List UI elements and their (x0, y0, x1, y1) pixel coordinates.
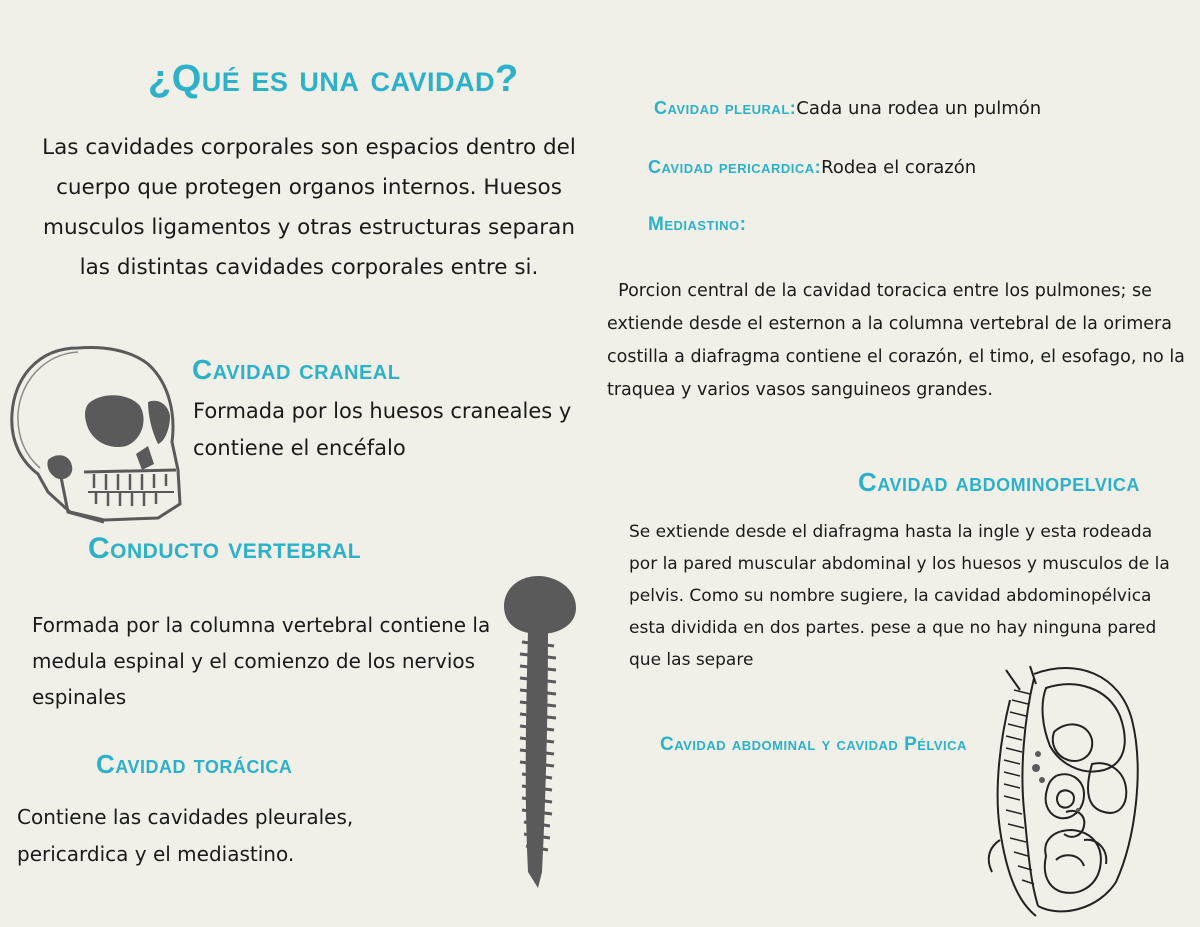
mediastino-body: Porcion central de la cavidad toracica entre los pulmones; se extiende desde el esternon a la columna vertebral de la orimera costilla a diafragma contiene el corazón, el timo, el esofago, no la traquea y varios vasos sanguineos grandes. (607, 281, 1191, 400)
pleural-title: Cavidad pleural: (654, 98, 797, 118)
abdominopelvica-title: Cavidad abdominopelvica (858, 467, 1140, 497)
pericardica-line (648, 155, 976, 180)
craneal-body: Formada por los huesos craneales y contiene el encéfalo (193, 399, 572, 460)
spinal-cord-icon (498, 572, 582, 892)
skull-icon (8, 342, 183, 527)
vertebral-title: Conducto vertebral (88, 532, 362, 565)
toracica-body: Contiene las cavidades pleurales, pericardica y el mediastino. (17, 805, 354, 866)
vertebral-body: Formada por la columna vertebral contiene la medula espinal y el comienzo de los nervios espinales (32, 613, 491, 709)
toracica-title: Cavidad torácica (96, 749, 293, 779)
craneal-title: Cavidad craneal (192, 354, 401, 385)
pleural-body: Cada una rodea un pulmón (796, 98, 1042, 119)
intro-text: Las cavidades corporales son espacios dentro del cuerpo que protegen organos internos. Huesos musculos ligamentos y otras estructuras separan las distintas cavidades corporales entre si. (42, 135, 576, 280)
abdominal-pelvica-title: Cavidad abdominal y cavidad Pélvica (660, 734, 967, 755)
pericardica-body: Rodea el corazón (821, 157, 977, 178)
abdominal-cross-section-icon (980, 660, 1144, 922)
mediastino-title: Mediastino: (648, 214, 747, 235)
pericardica-title: Cavidad pericardica: (648, 157, 822, 177)
pleural-line (654, 96, 1041, 121)
abdominopelvica-body: Se extiende desde el diafragma hasta la ingle y esta rodeada por la pared muscular abdominal y los huesos y musculos de la pelvis. Como su nombre sugiere, la cavidad abdominopélvica esta dividida en dos partes. pese a que no hay ninguna pared que las separe (629, 522, 1170, 670)
main-title: ¿Qué es una cavidad? (148, 58, 519, 100)
